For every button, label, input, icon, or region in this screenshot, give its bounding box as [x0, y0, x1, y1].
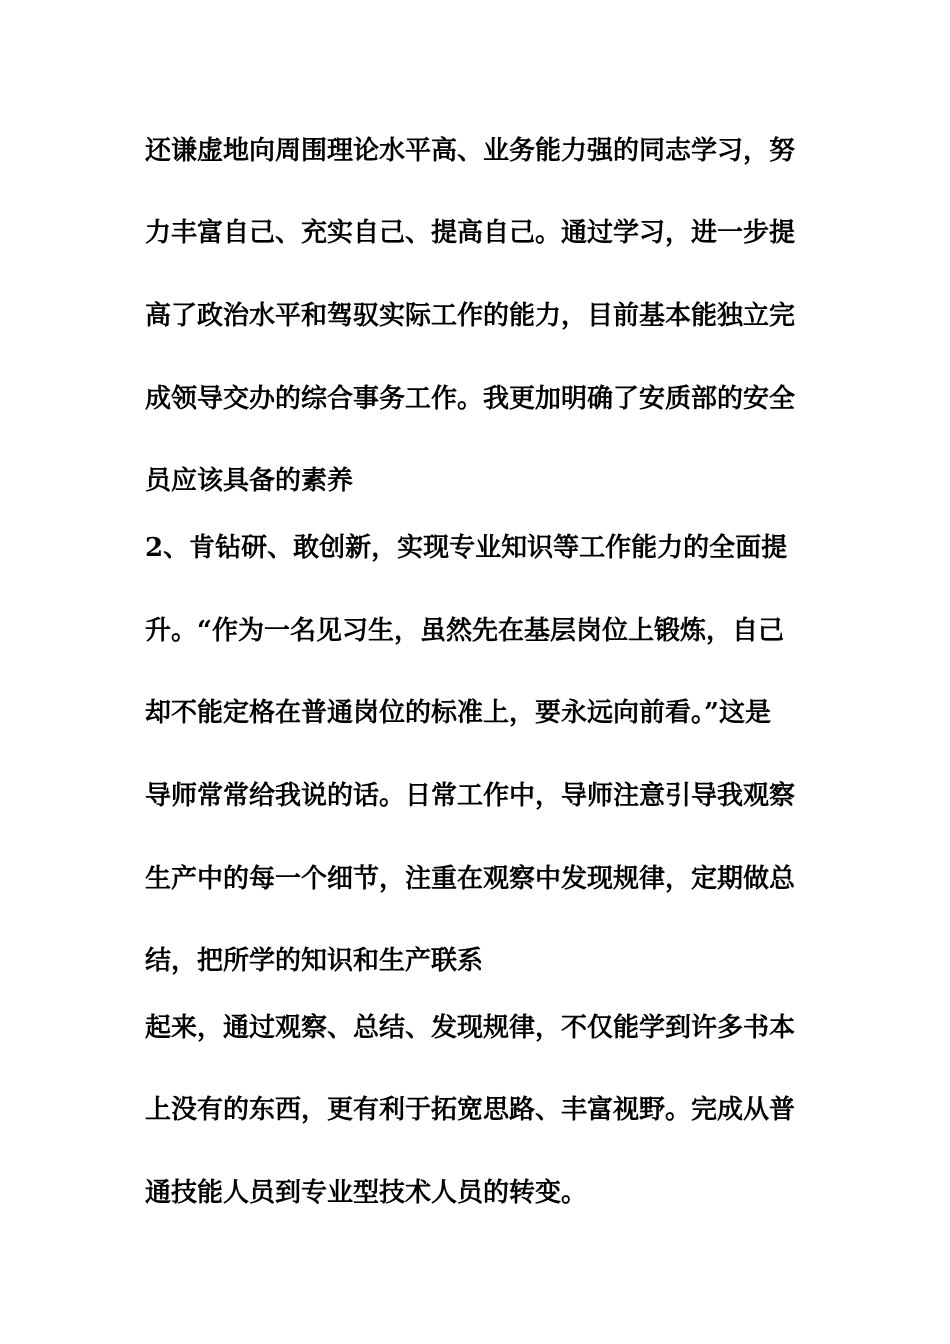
text-line: 高了政治水平和驾驭实际工作的能力，目前基本能独立完 [145, 301, 796, 331]
text-line: 起来，通过观察、总结、发现规律，不仅能学到许多书本 [145, 1013, 796, 1043]
text-line: 升。“作为一名见习生，虽然先在基层岗位上锻炼，自己 [145, 616, 784, 646]
text-line: 力丰富自己、充实自己、提高自己。通过学习，进一步提 [145, 218, 796, 248]
text-line: 还谦虚地向周围理论水平高、业务能力强的同志学习，努 [145, 136, 796, 166]
text-line: 员应该具备的素养 [145, 466, 354, 496]
text-line: 却不能定格在普通岗位的标准上，要永远向前看。”这是 [145, 698, 771, 728]
text-line: 通技能人员到专业型技术人员的转变。 [145, 1178, 588, 1208]
text-line: 2、肯钻研、敢创新，实现专业知识等工作能力的全面提 [145, 533, 788, 563]
text-line: 结，把所学的知识和生产联系 [145, 946, 484, 976]
text-line: 上没有的东西，更有利于拓宽思路、丰富视野。完成从普 [145, 1095, 796, 1125]
text-line: 生产中的每一个细节，注重在观察中发现规律，定期做总 [145, 864, 796, 894]
text-line: 成领导交办的综合事务工作。我更加明确了安质部的安全 [145, 384, 796, 414]
text-line: 导师常常给我说的话。日常工作中，导师注意引导我观察 [145, 781, 796, 811]
